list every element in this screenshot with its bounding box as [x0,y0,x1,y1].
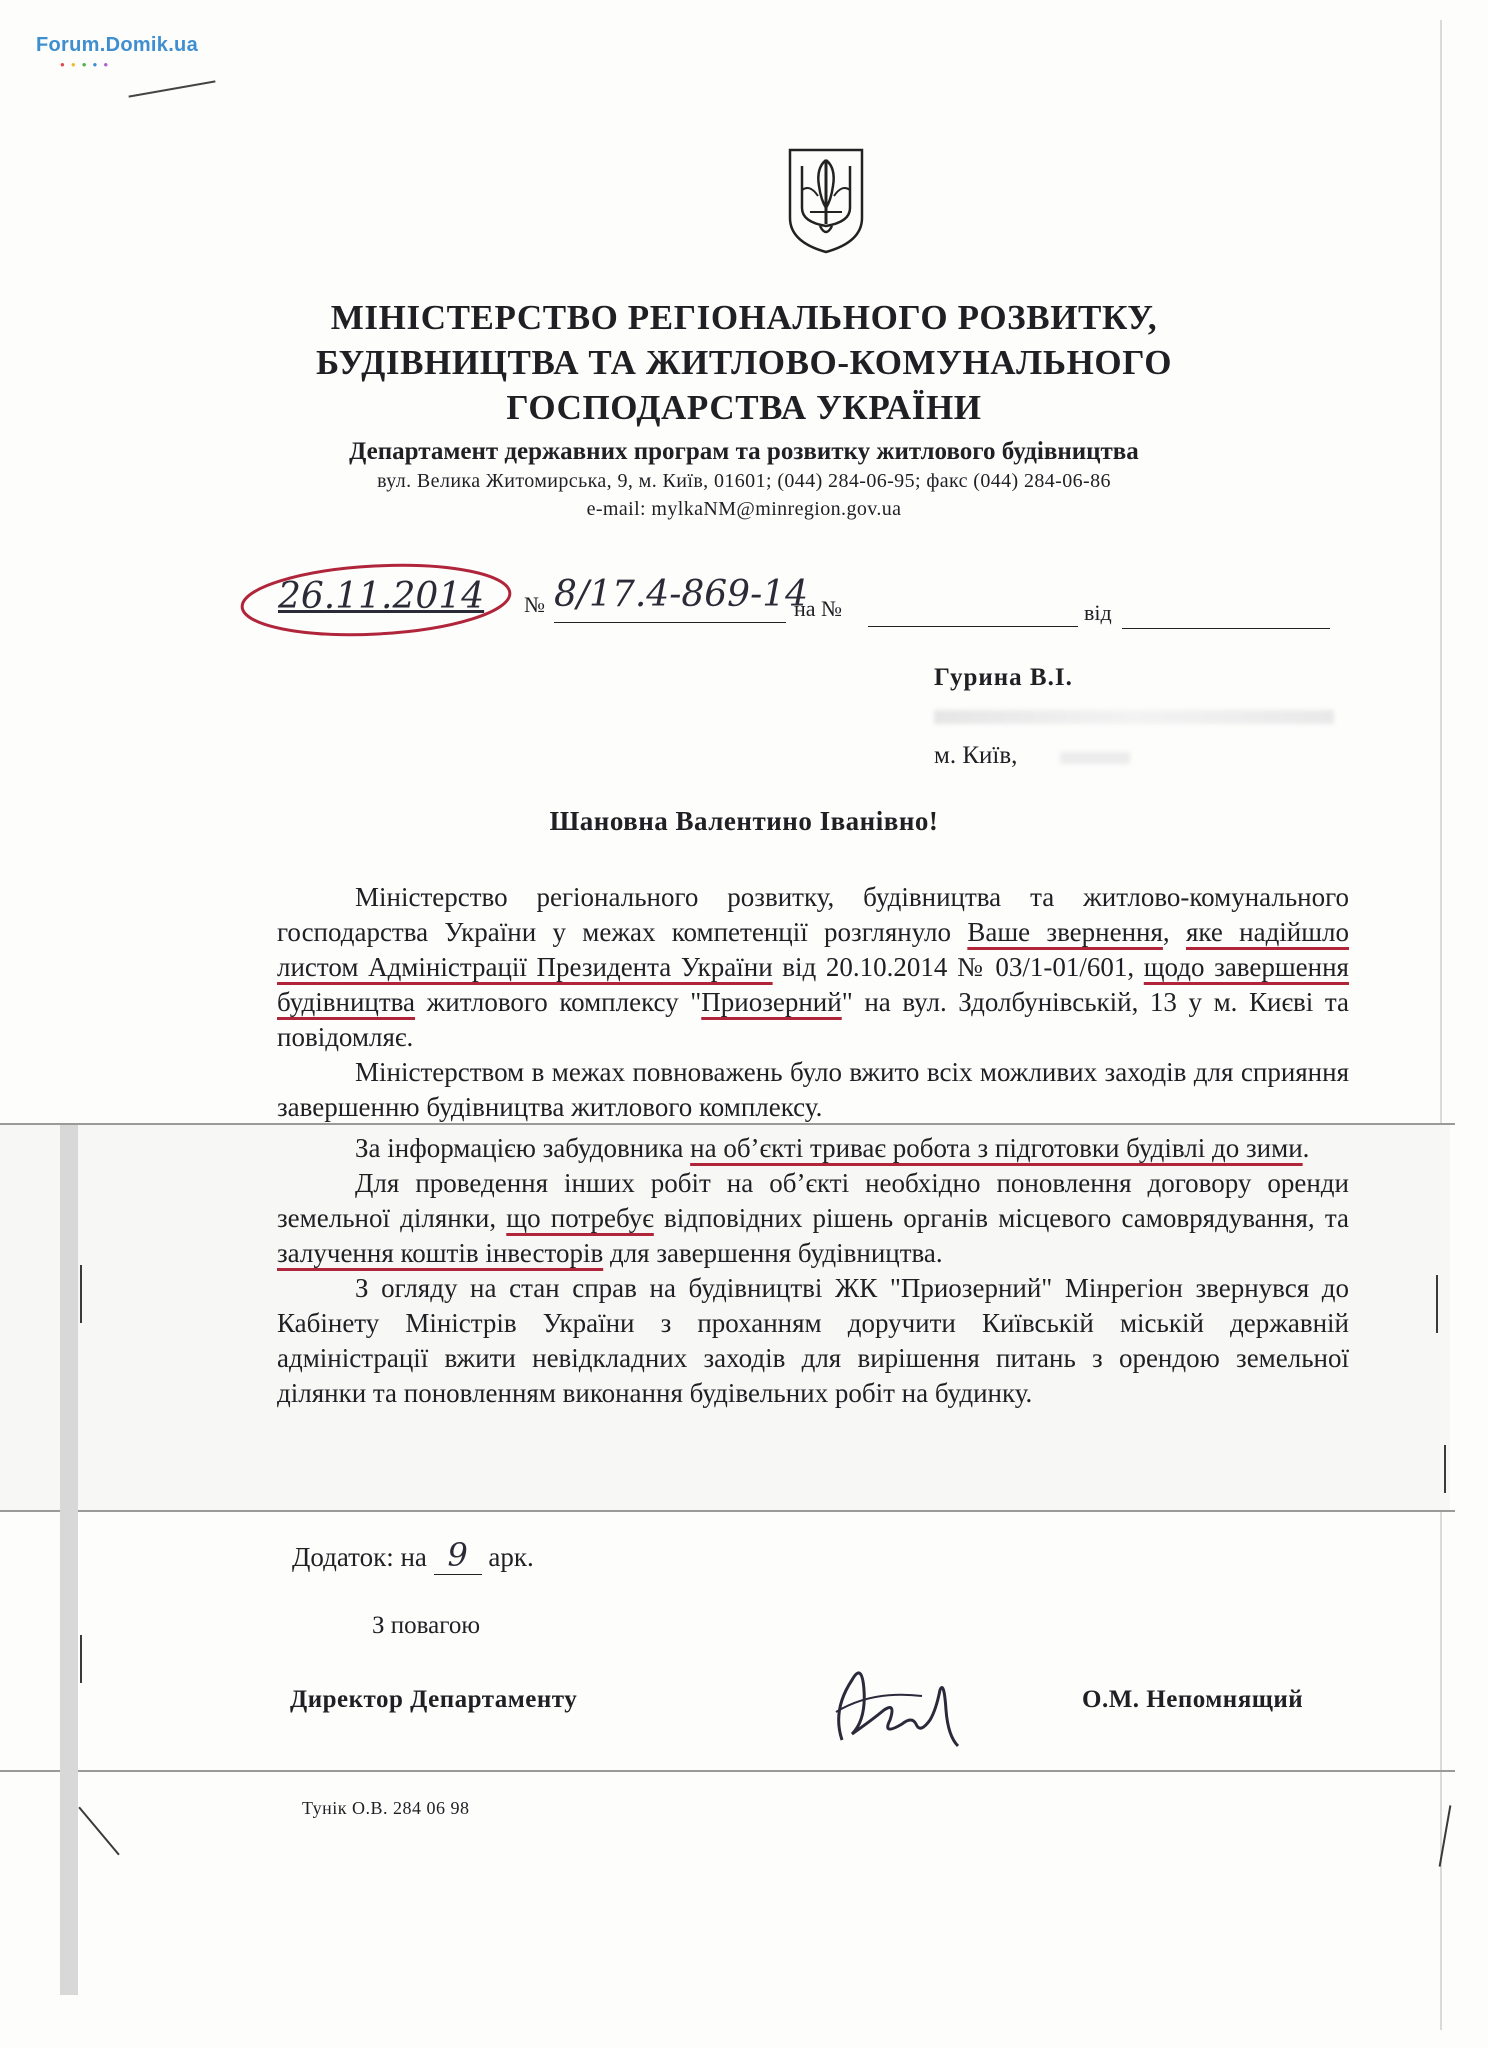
executor-contact: Тунік О.В. 284 06 98 [302,1798,470,1818]
addendum-line [292,1536,534,1575]
underlined-phrase: на об’єкті триває робота з підготовки будівлі до зими [690,1133,1303,1163]
redacted-postcode [1060,752,1130,764]
staple-mark [80,1265,82,1323]
incoming-date-blank [1122,628,1330,629]
p4-text-b: відповідних рішень органів місцевого самоврядування, та [653,1203,1350,1233]
handwritten-date: 26.11.2014 [278,576,485,617]
redacted-address [934,710,1334,724]
staple-mark [78,1807,119,1856]
addendum-pages-handwritten: 9 [434,1536,482,1575]
department-name: Департамент державних програм та розвитку житлового будівництва [349,438,1139,465]
regards: З повагою [372,1612,481,1639]
underlined-phrase: Приозерний [701,987,842,1017]
underlined-phrase: залучення коштів інвесторів [277,1238,604,1268]
underlined-phrase: яке надійшло листом Адміністрації Президента України [277,917,1350,982]
page-edge-shadow [60,1125,78,1995]
page-edge-line [0,1770,1455,1772]
addressee-name: Гурина В.І. [934,664,1073,691]
watermark-dots: ●●●●● [60,60,115,69]
addendum-label: Додаток: на [292,1542,427,1572]
forum-watermark: Forum.Domik.ua [36,34,198,56]
letter-body [277,880,1349,1411]
signer-name: О.М. Непомнящий [1082,1686,1304,1713]
signer-title: Директор Департаменту [290,1686,578,1713]
paragraph-5: З огляду на стан справ на будівництві ЖК "Приозерний" Мінрегіон звернувся до Кабінету Міністрів України з проханням доручити Київській міській державній адміністрації вжити невідкладних заходів для вирішення питань з орендою земельної ділянки та поновленням виконання будівельних робіт на будинку. [277,1273,1349,1408]
addendum-unit: арк. [488,1542,534,1572]
paragraph-3 [277,1131,1349,1166]
page-edge-line [0,1510,1455,1512]
p1-text-e: " на вул. Здолбунівській, 13 у м. Києві та повідомляє. [277,987,1349,1052]
paragraph-2: Міністерством в межах повноважень було вжито всіх можливих заходів для сприяння завершенню будівництва житлового комплексу. [277,1057,1349,1122]
handwritten-outgoing-number: 8/17.4-869-14 [554,574,809,615]
incoming-number-blank [868,626,1078,627]
underlined-phrase: Ваше звернення [967,917,1163,947]
underlined-phrase: що потребує [506,1203,654,1233]
p3-text-b: . [1302,1133,1310,1163]
ministry-email: e-mail: mylkaNM@minregion.gov.ua [586,498,902,520]
staple-mark [1436,1275,1438,1333]
ministry-address: вул. Велика Житомирська, 9, м. Київ, 01601; (044) 284-06-95; факс (044) 284-06-86 [377,470,1111,492]
number-label: № [524,592,545,617]
staple-mark [1444,1445,1446,1493]
ministry-name-line1: МІНІСТЕРСТВО РЕГІОНАЛЬНОГО РОЗВИТКУ, [330,298,1158,337]
p1-text-a: Міністерство регіонального розвитку, будівництва та житлово-комунального господарства України у межах компетенції розглянуло [277,882,1349,947]
p3-text-a: За інформацією забудовника [355,1133,691,1163]
signature-mark [812,1650,988,1760]
paragraph-4 [277,1166,1349,1271]
paragraph-1 [277,880,1349,1055]
p4-text-a: Для проведення інших робіт на об’єкті необхідно поновлення договору оренди земельної ділянки, [277,1168,1349,1233]
number-underline [554,622,786,623]
ministry-name-line3: ГОСПОДАРСТВА УКРАЇНИ [506,388,982,427]
tryzub-coat-of-arms-icon [786,146,866,256]
ministry-name-line2: БУДІВНИЦТВА ТА ЖИТЛОВО-КОМУНАЛЬНОГО [315,343,1173,382]
p1-text-d: житлового комплексу " [415,987,702,1017]
p1-text-b: , [1162,917,1186,947]
pen-stroke-mark [128,80,215,97]
p1-text-c: від 20.10.2014 № 03/1-01/601, [772,952,1144,982]
incoming-number-label: на № [794,596,843,621]
staple-mark [80,1635,82,1683]
incoming-date-label: від [1084,600,1112,625]
addressee-city: м. Київ, [934,742,1018,769]
salutation: Шановна Валентино Іванівно! [549,806,939,836]
underlined-phrase: щодо завершення будівництва [277,952,1349,1017]
p4-text-c: для завершення будівництва. [603,1238,943,1268]
